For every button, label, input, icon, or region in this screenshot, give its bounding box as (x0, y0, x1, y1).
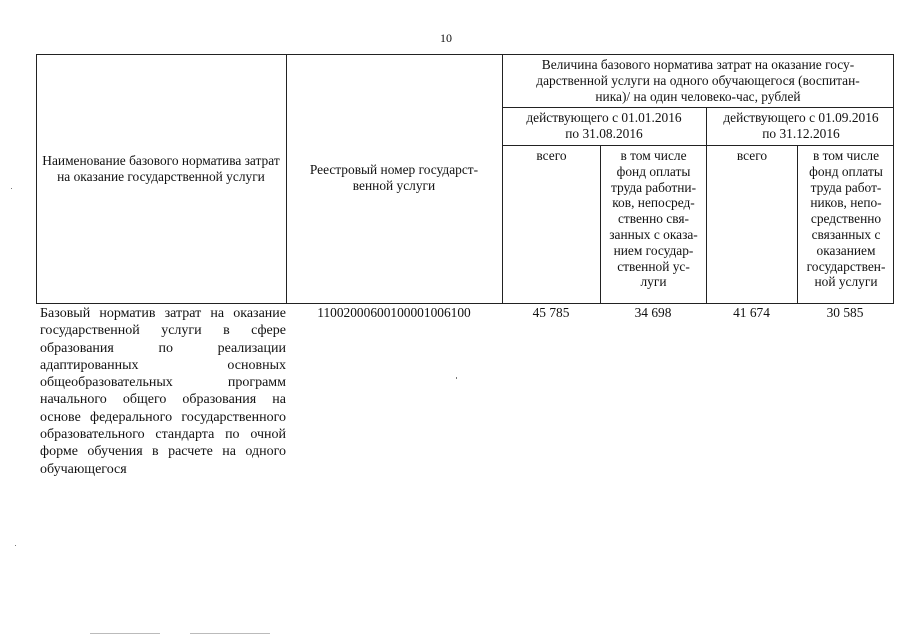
row-total-1: 45 785 (532, 305, 570, 320)
border-under-period (502, 145, 894, 146)
row-registry-number: 11002000600100001006100 (317, 305, 471, 320)
header-total-2: всего (736, 148, 768, 163)
page-number: 10 (440, 31, 452, 45)
border-col4 (706, 107, 707, 303)
border-under-norm (502, 107, 894, 108)
row-service-name: Базовый норматив затрат на оказание государственной услуги в сфере образования по реализации адаптированных основных общеобразовательных программ начального общего образования на основе федерального государственного образовательного стандарта по очной форме обучения в расчете на одного обучающегося (40, 306, 286, 477)
border-left (36, 54, 37, 303)
scan-speck (456, 377, 457, 379)
header-registry-number: Реестровый номер государст- венной услуги (309, 162, 479, 193)
border-top (36, 54, 894, 55)
scan-speck (190, 633, 270, 634)
row-wage-1: 34 698 (634, 305, 672, 320)
border-col5 (797, 145, 798, 303)
header-total-1: всего (536, 148, 567, 163)
border-col3 (600, 145, 601, 303)
header-norm-value: Величина базового норматива затрат на оказание госу- дарственной услуги на одного обучающегося (воспитан- ника)/ на один человеко-час, рублей (536, 57, 860, 104)
header-name: Наименование базового норматива затрат на оказание государственной услуги (42, 153, 280, 184)
row-total-2: 41 674 (733, 305, 770, 320)
header-period-2: действующего с 01.09.2016 по 31.12.2016 (723, 110, 879, 141)
scan-speck (11, 188, 12, 189)
border-col1 (286, 54, 287, 303)
border-right (893, 54, 894, 303)
header-wage-1: в том числе фонд оплаты труда работни- ков, непосред- ственно свя- занных с оказа- нием государ- ственной ус- луги (609, 148, 698, 290)
row-wage-2: 30 585 (826, 305, 864, 320)
border-under-header (36, 303, 894, 304)
border-col2 (502, 54, 503, 303)
header-wage-2: в том числе фонд оплаты труда работ- ников, непо- средственно связанных с оказанием государствен- ной услуги (806, 148, 886, 290)
header-period-1: действующего с 01.01.2016 по 31.08.2016 (526, 110, 682, 141)
scan-speck (15, 545, 16, 546)
scan-speck (90, 633, 160, 634)
